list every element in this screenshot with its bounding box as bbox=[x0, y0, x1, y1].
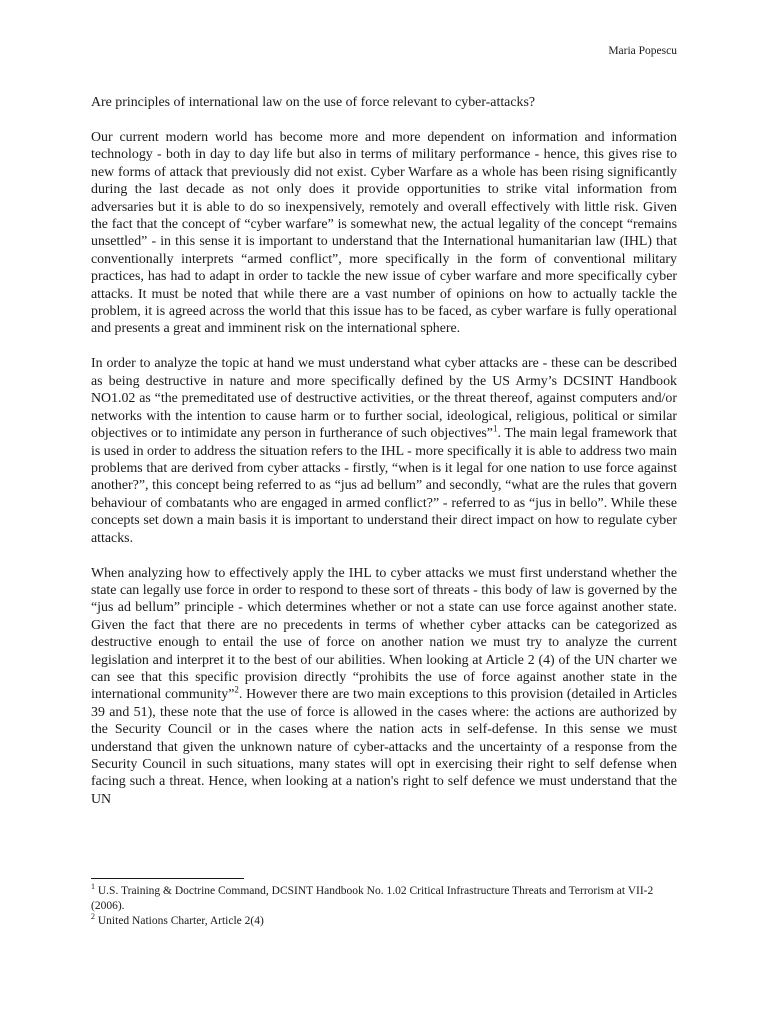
paragraph-2-text-b: . The main legal framework that is used in order to address the situation refers to the IHL - more specifically it is able to address two main problems that are derived from cyber attacks - firstly, “when is it legal for one nation to use force against another?”, this concept being referred to as “jus ad bellum” and secondly, “what are the rules that govern behaviour of combatants who are engaged in armed conflict?” - referred to as “jus in bello”. While these concepts set down a main basis it is important to understand their direct impact on how to regulate cyber attacks. bbox=[91, 426, 677, 546]
footnote-ref-1[interactable]: 1 bbox=[492, 423, 498, 434]
footnote-1 bbox=[91, 884, 677, 914]
paragraph-3 bbox=[91, 565, 677, 809]
document-title: Are principles of international law on the use of force relevant to cyber-attacks? bbox=[91, 95, 536, 110]
paragraph-3-text-b: . However there are two main exceptions to this provision (detailed in Articles 39 and 51), these note that the use of force is allowed in the cases where: the actions are authorized by the Security Council or in the cases where the nation acts in self-defense. In this sense we must understand that given the unknown nature of cyber-attacks and the uncertainty of a response from the Security Council in such situations, many states will opt in exercising their right to self defense when facing such a threat. Hence, when looking at a nation's right to self defence we must understand that the UN bbox=[91, 687, 677, 807]
footnote-ref-2[interactable]: 2 bbox=[234, 684, 239, 695]
paragraph-2-text-a: In order to analyze the topic at hand we must understand what cyber attacks are - these can be described as being destructive in nature and more specifically defined by the US Army’s DCSINT Handbook NO1.02 as “the premeditated use of destructive activities, or the threat thereof, against computers and/or networks with the intention to cause harm or to further social, ideological, religious, political or similar objectives or to intimidate any person in furtherance of such objectives” bbox=[91, 356, 677, 442]
footnote-number: 1 bbox=[91, 882, 95, 892]
footnote-2 bbox=[91, 914, 677, 929]
author-name: Maria Popescu bbox=[608, 45, 677, 57]
footnote-number: 2 bbox=[91, 912, 95, 922]
paragraph-1: Our current modern world has become more and more dependent on information and information technology - both in day to day life but also in terms of military performance - hence, this gives rise to new forms of attack that previously did not exist. Cyber Warfare as a whole has been rising significantly during the last decade as not only does it provide opportunities to strike vital information from adversaries but it is able to do so inexpensively, remotely and overall effectively with little risk. Given the fact that the concept of “cyber warfare” is somewhat new, the actual legality of the concept “remains unsettled” - in this sense it is important to understand that the International humanitarian law (IHL) that conventionally interprets “armed conflict”, more specifically in the form of conventional military practices, has had to adapt in order to tackle the new issue of cyber warfare and more specifically cyber attacks. It must be noted that while there are a vast number of opinions on how to actually tackle the problem, it is agreed across the world that this issue has to be faced, as cyber warfare is fully operational and presents a great and imminent risk on the international sphere. bbox=[91, 130, 677, 337]
paragraph-2 bbox=[91, 355, 677, 546]
document-body bbox=[91, 94, 677, 826]
paragraph-3-text-a: When analyzing how to effectively apply the IHL to cyber attacks we must first understand whether the state can legally use force in order to respond to these sort of threats - this body of law is governed by the “jus ad bellum” principle - which determines whether or not a state can use force against another state. Given the fact that there are no precedents in terms of whether cyber attacks can be categorized as destructive enough to entail the use of force on another nation we must try to analyze the current legislation and interpret it to the best of our abilities. When looking at Article 2 (4) of the UN charter we can see that this specific provision directly “prohibits the use of force against another state in the international community” bbox=[91, 565, 677, 703]
footnote-text: United Nations Charter, Article 2(4) bbox=[97, 915, 264, 927]
footnote-text: U.S. Training & Doctrine Command, DCSINT Handbook No. 1.02 Critical Infrastructure Threats and Terrorism at VII-2 (2006). bbox=[91, 885, 654, 912]
footnote-divider bbox=[91, 878, 244, 879]
footnotes-section bbox=[91, 884, 677, 929]
